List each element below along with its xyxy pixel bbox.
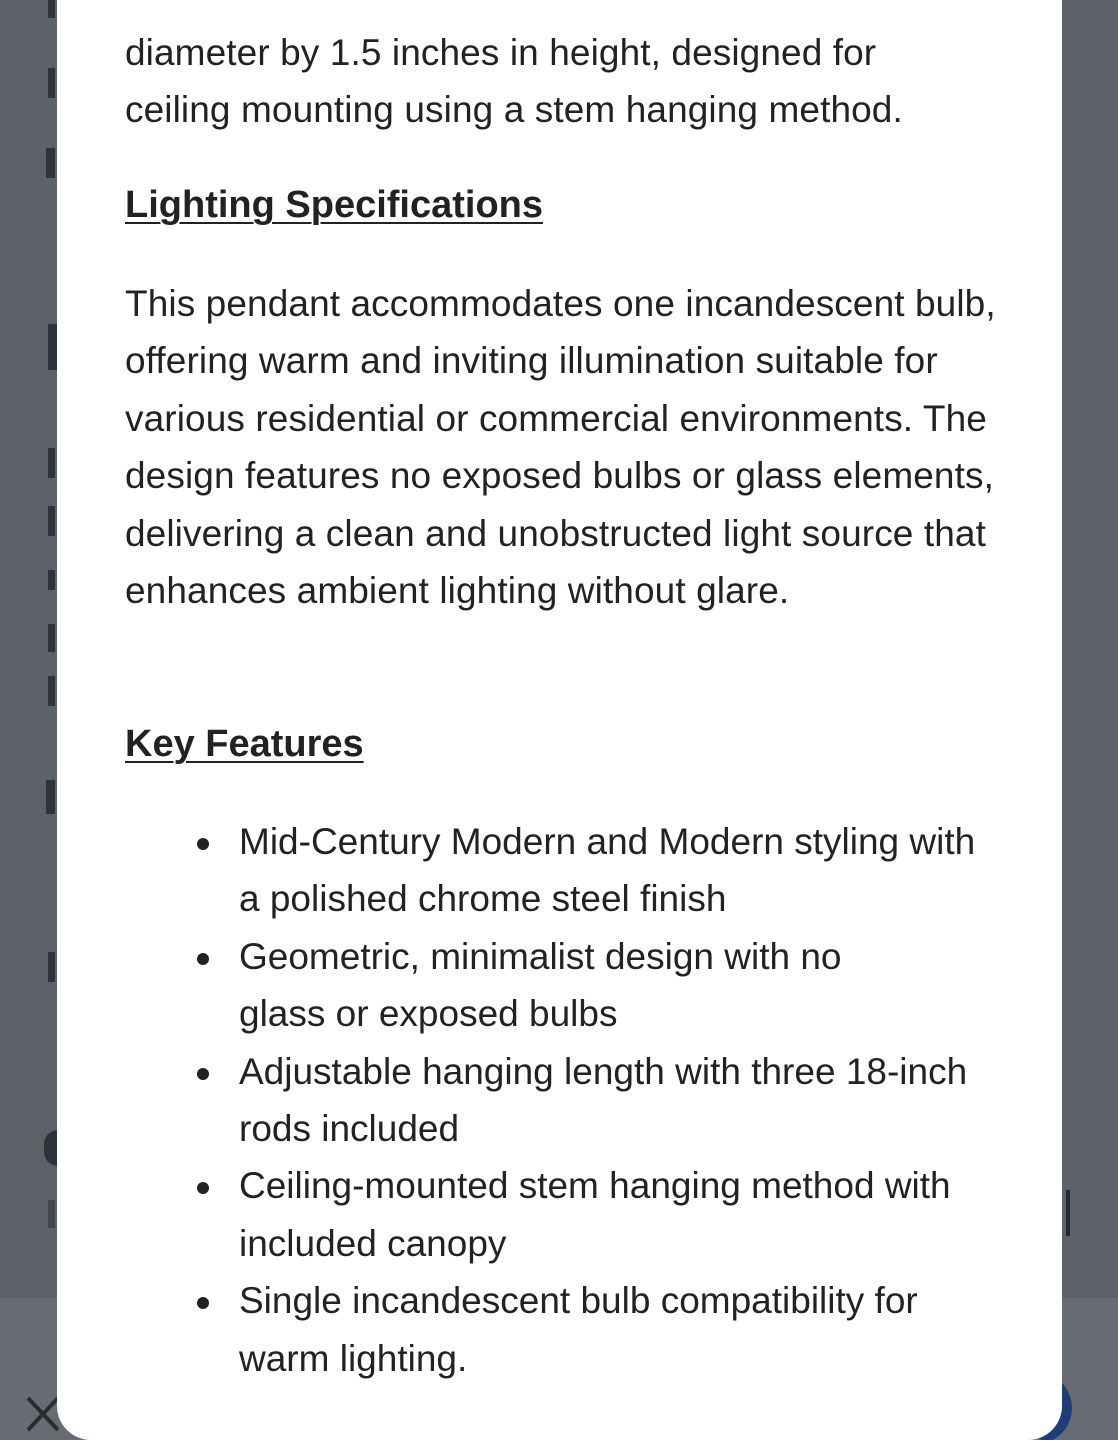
background-text-fragment (48, 676, 55, 706)
background-text-fragment (48, 624, 55, 652)
feature-text: Adjustable hanging length with three 18-inch rods included (239, 1050, 968, 1150)
background-text-fragment (46, 148, 55, 178)
lighting-specifications-heading: Lighting Specifications (125, 184, 544, 226)
bullet-icon (197, 838, 209, 850)
background-text-fragment (48, 570, 55, 590)
list-item (125, 1043, 979, 1158)
feature-text: Mid-Century Modern and Modern styling with a polished chrome steel finish (239, 821, 976, 920)
background-link-fragment (1066, 1190, 1070, 1236)
background-heading-fragment (48, 324, 57, 370)
background-icon-fragment (44, 1130, 58, 1166)
bullet-icon (197, 953, 209, 965)
bullet-icon (197, 1068, 209, 1080)
list-item (125, 1157, 959, 1272)
background-link-fragment (46, 780, 55, 814)
background-text-fragment (48, 1200, 55, 1228)
bullet-icon (197, 1182, 209, 1194)
feature-text: Ceiling-mounted stem hanging method with included canopy (239, 1165, 951, 1264)
background-text-fragment (48, 506, 55, 536)
background-text-fragment (48, 68, 55, 98)
background-text-fragment (48, 952, 55, 982)
key-features-heading: Key Features (125, 723, 364, 765)
list-item (125, 928, 919, 1043)
background-text-fragment (48, 0, 55, 18)
background-text-fragment (48, 448, 55, 478)
list-item (125, 1272, 999, 1387)
bullet-icon (197, 1297, 209, 1309)
lighting-specifications-text: This pendant accommodates one incandescent bulb, offering warm and inviting illumination suitable for various residential or commercial environments. The design features no exposed bulbs or glass elements, delivering a clean and unobstructed light source that enhances ambient lighting without glare. (125, 283, 996, 612)
feature-text: Geometric, minimalist design with no glass or exposed bulbs (239, 935, 842, 1035)
feature-text: Single incandescent bulb compatibility for warm lighting. (239, 1280, 918, 1379)
key-features-list (125, 813, 1005, 1387)
intro-paragraph: diameter by 1.5 inches in height, designed for ceiling mounting using a stem hanging method. (125, 32, 903, 131)
list-item (125, 813, 979, 928)
